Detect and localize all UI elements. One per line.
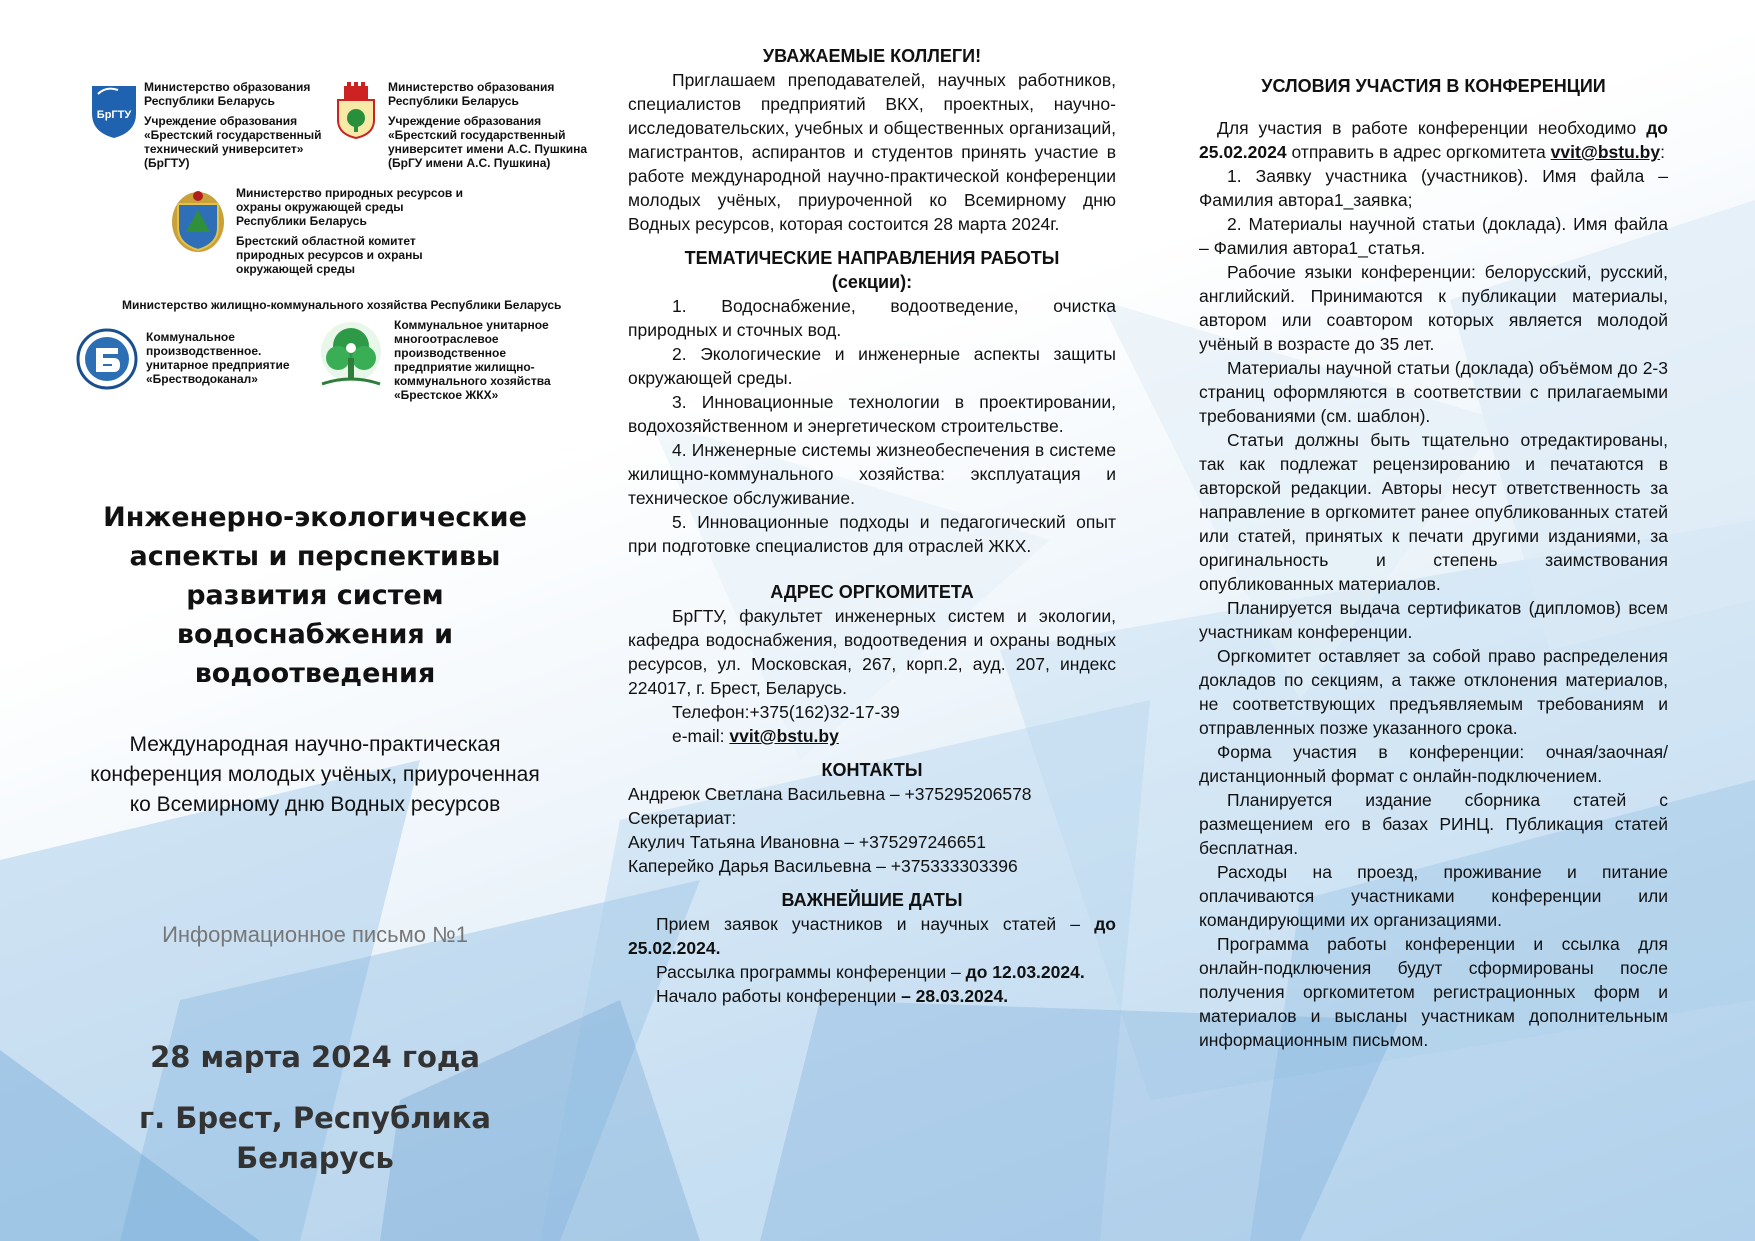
conference-subtitle [60,730,570,820]
email-label: e-mail: [672,726,730,746]
address-text: БрГТУ, факультет инженерных систем и экологии, кафедра водоснабжения, водоотведения и охраны водных ресурсов, ул. Московская, 267, корп.2, ауд. 207, индекс 224017, г. Брест, Беларусь. [628,606,1116,698]
format-text: Форма участия в конференции: очная/заочная/дистанционный формат с онлайн-подключением. [1199,742,1668,786]
direction-item: 3. Инновационные технологии в проектировании, водохозяйственном и энергетическом строительстве. [628,392,1116,436]
direction-item: 5. Инновационные подходы и педагогический опыт при подготовке специалистов для отраслей ЖКХ. [628,512,1116,556]
secretariat-label: Секретариат: [628,808,737,828]
subtitle-line: Международная научно-практическая [129,733,501,756]
subtitle-line: ко Всемирному дню Водных ресурсов [129,793,501,816]
zhkh-logo-block [316,318,574,402]
place-line: г. Брест, Республика [138,1101,492,1135]
cover-panel [60,0,588,1241]
invitation-panel [628,44,1116,1008]
conditions-intro: Для участия в работе конференции необходимо до 25.02.2024 отправить в адрес оргкомитета vvit@bstu.by: [1199,118,1668,162]
brgu-ministry: Министерство образования Республики Беларусь [388,80,555,108]
place-line: Беларусь [236,1141,394,1175]
zhkh-name: Коммунальное унитарное многоотраслевое производственное предприятие жилищно-коммунального хозяйства «Брестское ЖКХ» [394,318,551,402]
contact-item: Каперейко Дарья Васильевна – +375333303396 [628,856,1018,876]
date-item: Рассылка программы конференции – до 12.03.2024. [656,962,1085,982]
contact-item: Акулич Татьяна Ивановна – +375297246651 [628,832,986,852]
contacts-heading: КОНТАКТЫ [821,760,923,780]
nature-ministry-emblem-icon [168,186,228,256]
subtitle-line: конференция молодых учёных, приуроченная [90,763,540,786]
conditions-email-link[interactable]: vvit@bstu.by [1550,142,1661,162]
rights-text: Оргкомитет оставляет за собой право распределения докладов по секциям, а также отклонения материалов, не соответствующих предъявляемым требованиям и отправленных позже указанного срока. [1199,646,1668,738]
conditions-item: 2. Материалы научной статьи (доклада). Имя файла – Фамилия автора1_статья. [1199,214,1668,258]
brgu-institution: Учреждение образования «Брестский государственный университет имени А.С. Пушкина (БрГУ имени А.С. Пушкина) [388,114,588,170]
address-heading: АДРЕС ОРГКОМИТЕТА [770,582,974,602]
dates-heading: ВАЖНЕЙШИЕ ДАТЫ [781,890,963,910]
conditions-item: 1. Заявку участника (участников). Имя файла – Фамилия автора1_заявка; [1199,166,1668,210]
zhkh-logo-icon [316,318,386,396]
languages-text: Рабочие языки конференции: белорусский, русский, английский. Принимаются к публикации материалы, автором или соавтором которых является молодой учёный в возрасте до 35 лет. [1199,262,1668,354]
vodokanal-logo-icon [76,328,138,390]
volume-text: Материалы научной статьи (доклада) объёмом до 2-3 страниц оформляются в соответствии с прилагаемыми требованиями (см. шаблон). [1199,358,1668,426]
date-item: Прием заявок участников и научных статей – до 25.02.2024. [628,914,1116,958]
nature-ministry-name: Министерство природных ресурсов и охраны окружающей среды Республики Беларусь [236,186,464,228]
info-letter-label: Информационное письмо №1 [162,922,468,947]
directions-heading: ТЕМАТИЧЕСКИЕ НАПРАВЛЕНИЯ РАБОТЫ [684,248,1060,268]
vodokanal-name: Коммунальное производственное. унитарное предприятие «Брестводоканал» [146,330,290,386]
conditions-panel [1199,74,1668,1052]
invitation-text: Приглашаем преподавателей, научных работников, специалистов предприятий ВКХ, проектных, научно-исследовательских, учебных и общественных организаций, магистрантов, аспирантов и студентов принять участие в работе международной научно-практической конференции молодых учёных, приуроченной ко Всемирному дню Водных ресурсов, которая состоится 28 марта 2024г. [628,70,1116,234]
title-line: водоснабжения и [176,619,454,650]
brgu-logo-block [334,80,598,170]
greeting-heading: УВАЖАЕМЫЕ КОЛЛЕГИ! [762,46,982,66]
email-line [628,724,1116,748]
date-item: Начало работы конференции – 28.03.2024. [656,986,1009,1006]
brgtu-emblem-label: БрГТУ [96,109,132,121]
nature-committee-name: Брестский областной комитет природных ресурсов и охраны окружающей среды [236,234,423,276]
conference-place [60,1098,570,1178]
direction-item: 4. Инженерные системы жизнеобеспечения в системе жилищно-коммунального хозяйства: эксплуатация и техническое обслуживание. [628,440,1116,508]
collection-text: Планируется издание сборника статей с размещением его в базах РИНЦ. Публикация статей бесплатная. [1199,790,1668,858]
title-line: водоотведения [194,658,436,689]
brgtu-ministry: Министерство образования Республики Беларусь [144,80,311,108]
phone-text: Телефон:+375(162)32-17-39 [672,702,900,722]
expenses-text: Расходы на проезд, проживание и питание оплачиваются участниками конференции или командирующими их организациями. [1199,862,1668,930]
conference-date: 28 марта 2024 года [150,1040,480,1074]
direction-item: 1. Водоснабжение, водоотведение, очистка природных и сточных вод. [628,296,1116,340]
title-line: аспекты и перспективы [129,541,501,572]
title-line: развития систем [186,580,444,611]
vodokanal-logo-block [76,328,306,390]
conditions-heading: УСЛОВИЯ УЧАСТИЯ В КОНФЕРЕНЦИИ [1261,76,1606,96]
brgtu-emblem-icon [88,80,140,140]
housing-ministry-name: Министерство жилищно-коммунального хозяйства Республики Беларусь [122,298,562,312]
program-text: Программа работы конференции и ссылка для онлайн-подключения будут сформированы после получения оргкомитетом регистрационных форм и материалов и высланы участникам дополнительным информационным письмом. [1199,934,1668,1050]
email-link[interactable]: vvit@bstu.by [729,726,839,746]
brgtu-logo-block [88,80,334,170]
title-line: Инженерно-экологические [103,502,527,533]
nature-ministry-logo-block [168,186,476,276]
brgtu-institution: Учреждение образования «Брестский государственный технический университет» (БрГТУ) [144,114,322,170]
directions-heading-sub: (секции): [831,272,913,292]
certificates-text: Планируется выдача сертификатов (дипломов) всем участникам конференции. [1199,598,1668,642]
contact-item: Андреюк Светлана Васильевна – +375295206578 [628,784,1032,804]
conference-title [60,498,570,693]
brgu-shield-icon [334,80,378,140]
editing-text: Статьи должны быть тщательно отредактированы, так как подлежат рецензированию и печатаются в авторской редакции. Авторы несут ответственность за направление в оргкомитет ранее опубликованных статей или статей, принятых к печати другими изданиями, за оригинальность и степень заимствования опубликованных материалов. [1199,430,1668,594]
direction-item: 2. Экологические и инженерные аспекты защиты окружающей среды. [628,344,1116,388]
